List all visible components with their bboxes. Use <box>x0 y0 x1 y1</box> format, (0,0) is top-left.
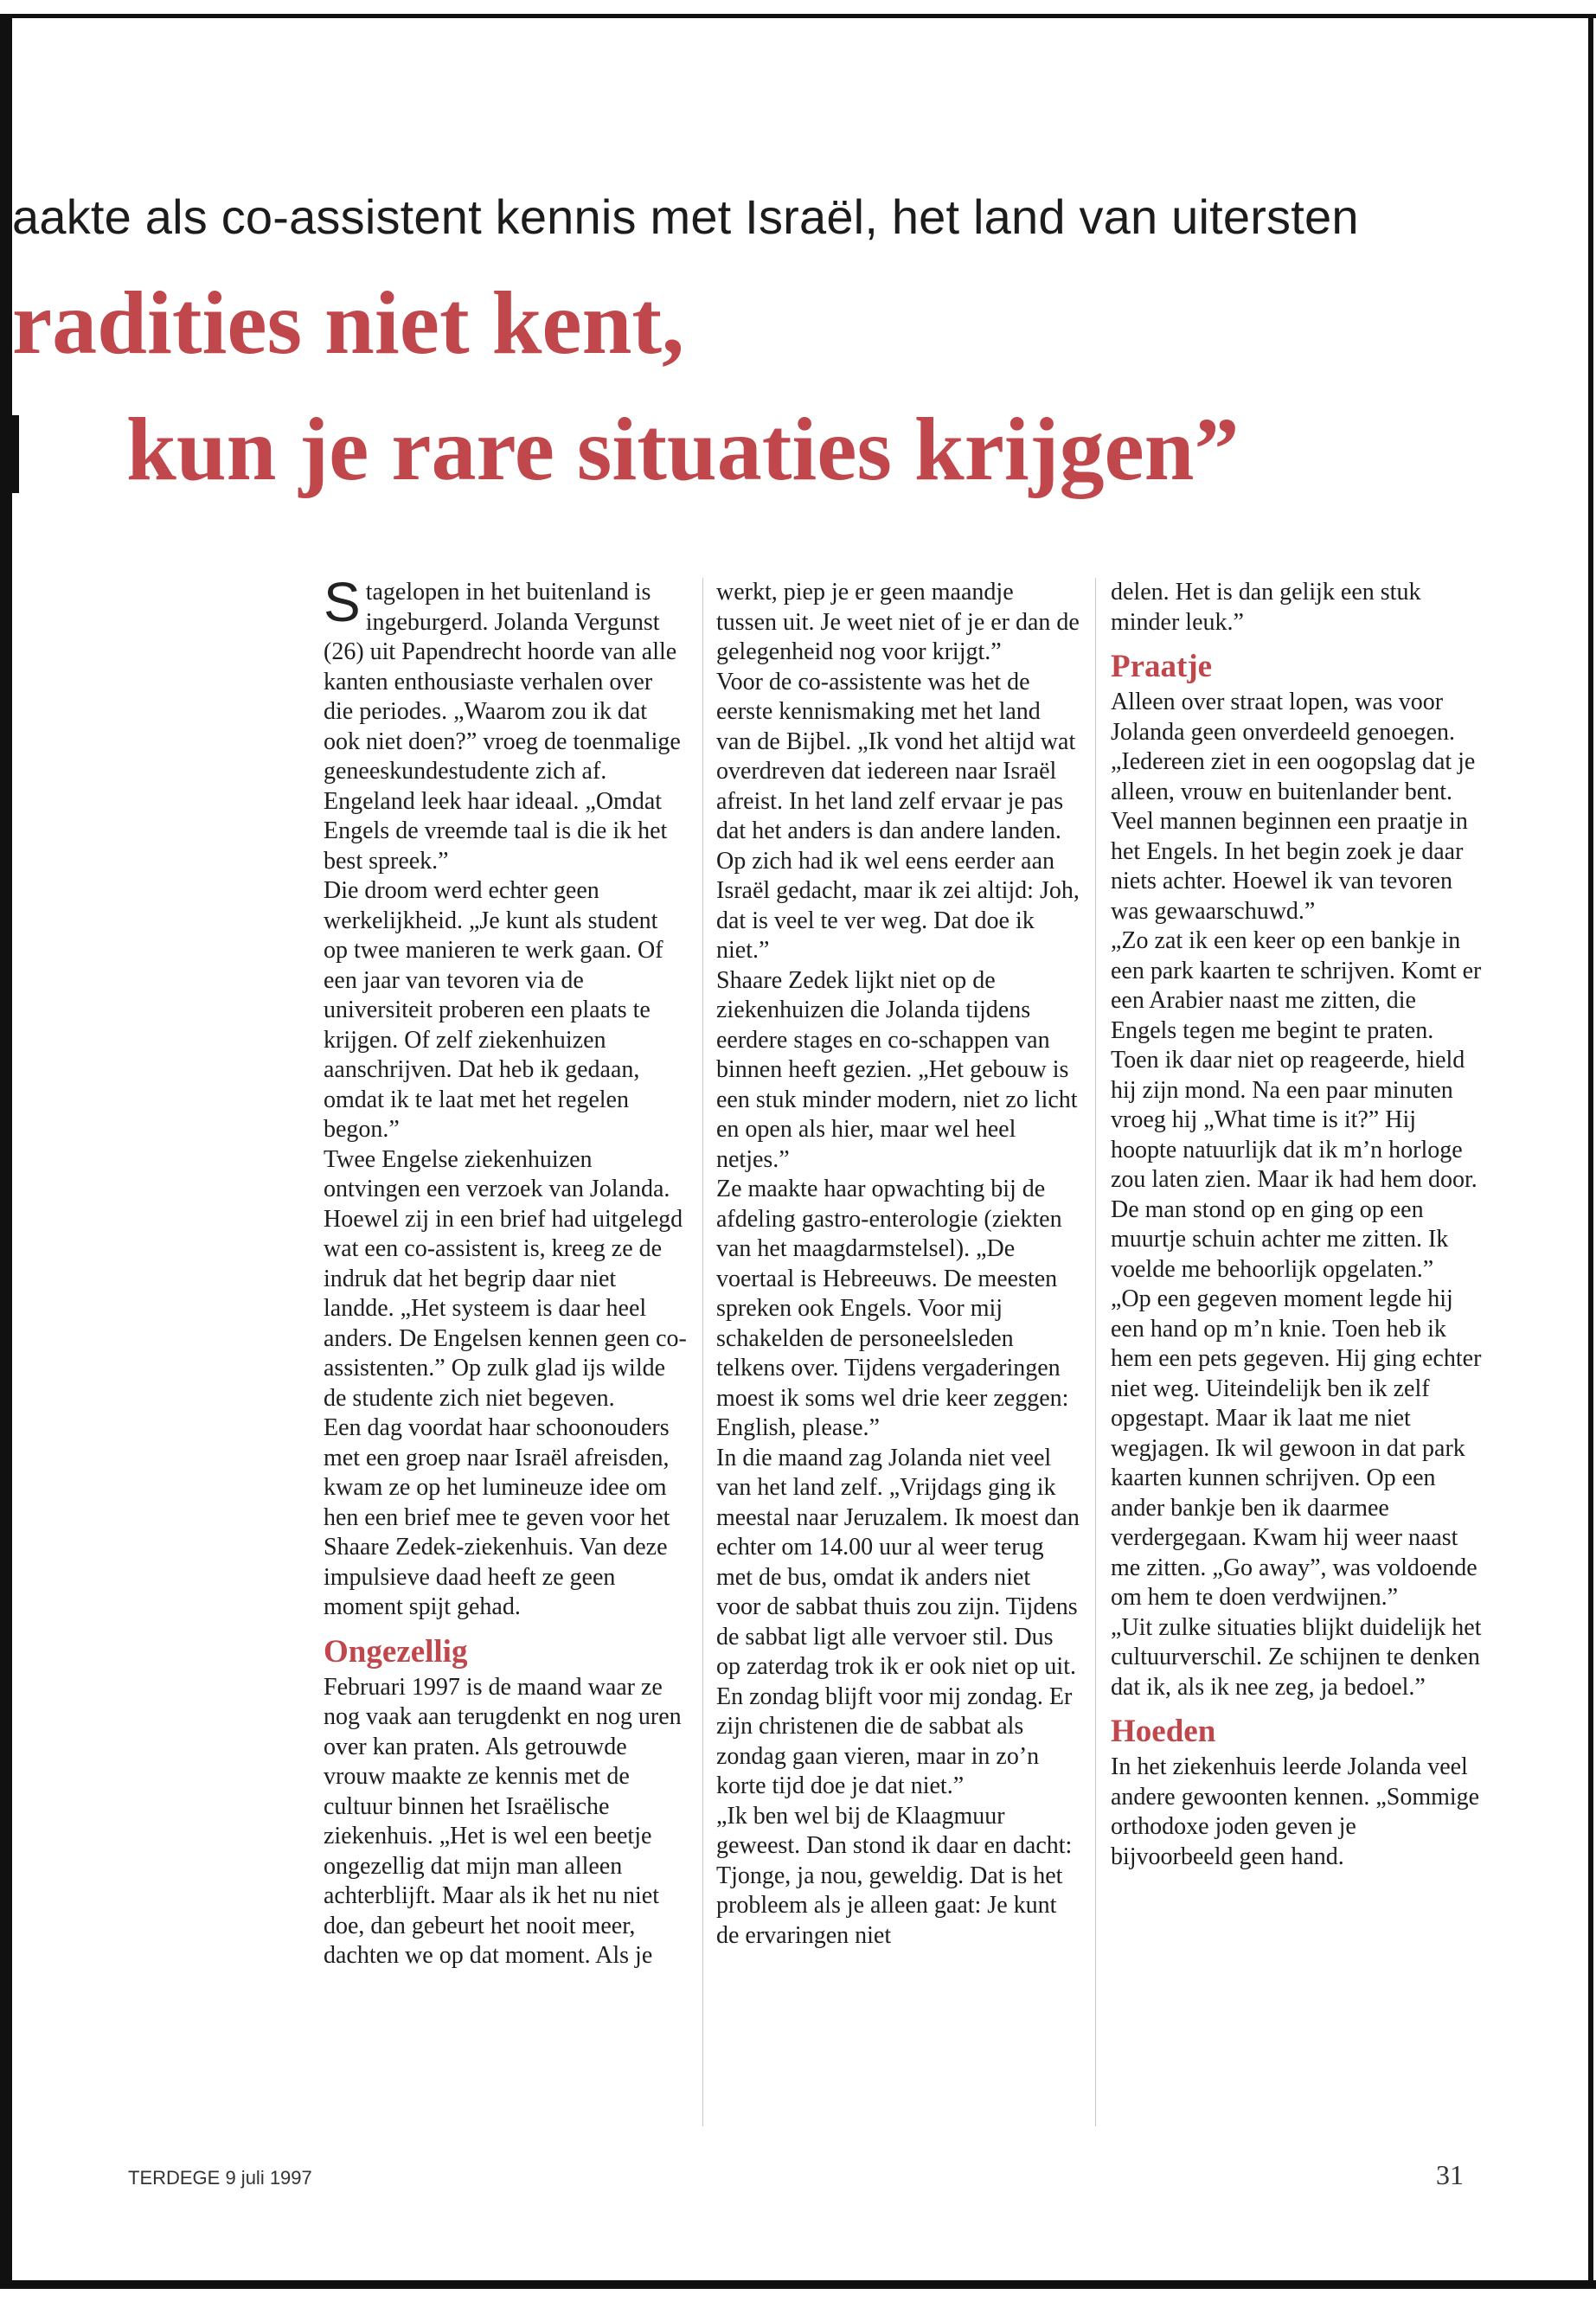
paragraph: Shaare Zedek lijkt niet op de ziekenhuizen die Jolanda tijdens eerdere stages en co-schappen van binnen heeft gezien. „Het gebouw is een stuk minder modern, niet zo licht en open als hier, maar wel heel netjes.” <box>716 966 1078 1173</box>
headline-line-2: kun je rare situaties krijgen” <box>126 400 1240 499</box>
paragraph: „Zo zat ik een keer op een bankje in een park kaarten te schrijven. Komt er een Arabier naast me zitten, die Engels tegen me begint te praten. Toen ik daar niet op reageerde, hield hij zijn mond. Na een paar minuten vroeg hij „What time is it?” Hij hoopte natuurlijk dat ik m’n horloge zou laten zien. Maar ik had hem door. De man stond op en ging op een muurtje schuin achter me zitten. Ik voelde me behoorlijk opgelaten.” <box>1111 927 1482 1283</box>
paragraph <box>324 571 687 876</box>
page-border-right <box>1588 14 1593 2289</box>
gutter-mark <box>0 415 19 493</box>
paragraph: „Ik ben wel bij de Klaagmuur geweest. Dan stond ik daar en dacht: Tjonge, ja nou, geweldig. Dat is het probleem als je alleen gaat: Je kunt de ervaringen niet <box>716 1802 1073 1949</box>
page-border-top <box>0 14 1596 18</box>
paragraph: werkt, piep je er geen maandje tussen uit. Je weet niet of je er dan de gelegenheid nog voor krijgt.” <box>716 579 1080 665</box>
paragraph: In het ziekenhuis leerde Jolanda veel andere gewoonten kennen. „Sommige orthodoxe joden geven je bijvoorbeeld geen hand. <box>1111 1753 1480 1870</box>
paragraph: Twee Engelse ziekenhuizen ontvingen een verzoek van Jolanda. Hoewel zij in een brief had uitgelegd wat een co-assistent is, kreeg ze de indruk dat het begrip daar niet landde. „Het systeem is daar heel anders. De Engelsen kennen geen co-assistenten.” Op zulk glad ijs wilde de studente zich niet begeven. <box>324 1145 687 1412</box>
article-column-1 <box>324 571 687 1971</box>
headline-line-1: radities niet kent, <box>12 273 685 373</box>
paragraph: delen. Het is dan gelijk een stuk minder leuk.” <box>1111 579 1421 636</box>
column-divider <box>1095 578 1096 2126</box>
drop-cap: S <box>324 571 361 633</box>
paragraph-text: tagelopen in het buitenland is ingeburgerd. Jolanda Vergunst (26) uit Papendrecht hoorde van alle kanten enthousiaste verhalen over die periodes. „Waarom zou ik dat ook niet doen?” vroeg de toenmalige geneeskundestudente zich af. Engeland leek haar ideaal. „Omdat Engels de vreemde taal is die ik het best spreek.” <box>324 579 681 875</box>
paragraph: Februari 1997 is de maand waar ze nog vaak aan terugdenkt en nog uren over kan praten. Als getrouwde vrouw maakte ze kennis met de cultuur binnen het Israëlische ziekenhuis. „Het is wel een beetje ongezellig dat mijn man alleen achterblijft. Maar als ik het nu niet doe, dan gebeurt het nooit meer, dachten we op dat moment. Als je <box>324 1673 682 1969</box>
page-border-left <box>0 14 12 2289</box>
article-kicker: aakte als co-assistent kennis met Israël, het land van uitersten <box>12 189 1359 244</box>
paragraph: Ze maakte haar opwachting bij de afdeling gastro-enterologie (ziekten van het maagdarmstelsel). „De voertaal is Hebreeuws. De meesten spreken ook Engels. Voor mij schakelden de personeelsleden telkens over. Tijdens vergaderingen moest ik soms wel drie keer zeggen: English, please.” <box>716 1176 1069 1441</box>
paragraph: Die droom werd echter geen werkelijkheid. „Je kunt als student op twee manieren te werk gaan. Of een jaar van tevoren via de universiteit proberen een plaats te krijgen. Of zelf ziekenhuizen aanschrijven. Dat heb ik gedaan, omdat ik te laat met het regelen begon.” <box>324 877 663 1143</box>
publication-footer: TERDEGE 9 juli 1997 <box>128 2167 312 2189</box>
paragraph: „Uit zulke situaties blijkt duidelijk het cultuurverschil. Ze schijnen te denken dat ik, als ik nee zeg, ja bedoel.” <box>1111 1613 1482 1701</box>
page-border-bottom <box>0 2280 1596 2289</box>
article-column-3 <box>1111 578 1483 1872</box>
paragraph: „Op een gegeven moment legde hij een hand op m’n knie. Toen heb ik hem een pets gegeven. Hij ging echter niet weg. Uiteindelijk ben ik zelf opgestapt. Maar ik laat me niet wegjagen. Ik wil gewoon in dat park kaarten kunnen schrijven. Op een ander bankje ben ik daarmee verdergegaan. Kwam hij weer naast me zitten. „Go away”, was voldoende om hem te doen verdwijnen.” <box>1111 1285 1482 1611</box>
paragraph: In die maand zag Jolanda niet veel van het land zelf. „Vrijdags ging ik meestal naar Jeruzalem. Ik moest dan echter om 14.00 uur al weer terug met de bus, omdat ik anders niet voor de sabbat thuis zou zijn. Tijdens de sabbat ligt alle vervoer stil. Dus op zaterdag trok ik er ook niet op uit. En zondag blijft voor mij zondag. Er zijn christenen die de sabbat als zondag gaan vieren, maar in zo’n korte tijd doe je dat niet.” <box>716 1444 1080 1799</box>
subheading-hoeden: Hoeden <box>1111 1714 1216 1749</box>
subheading-ongezellig: Ongezellig <box>324 1633 468 1670</box>
subheading-praatje: Praatje <box>1111 649 1213 684</box>
column-divider <box>702 578 703 2126</box>
paragraph: Alleen over straat lopen, was voor Jolanda geen onverdeeld genoegen. „Iedereen ziet in een oogopslag dat je alleen, vrouw en buitenlander bent. Veel mannen beginnen een praatje in het Engels. In het begin zoek je daar niets achter. Hoewel ik van tevoren was gewaarschuwd.” <box>1111 689 1476 925</box>
page-number: 31 <box>1436 2159 1464 2190</box>
article-column-2 <box>716 578 1080 1951</box>
paragraph: Een dag voordat haar schoonouders met een groep naar Israël afreisden, kwam ze op het lumineuze idee om hen een brief mee te geven voor het Shaare Zedek-ziekenhuis. Van deze impulsieve daad heeft ze geen moment spijt gehad. <box>324 1414 670 1620</box>
paragraph: Voor de co-assistente was het de eerste kennismaking met het land van de Bijbel. „Ik vond het altijd wat overdreven dat iedereen naar Israël afreist. In het land zelf ervaar je pas dat het anders is dan andere landen. Op zich had ik wel eens eerder aan Israël gedacht, maar ik zei altijd: Joh, dat is veel te ver weg. Dat doe ik niet.” <box>716 668 1080 964</box>
